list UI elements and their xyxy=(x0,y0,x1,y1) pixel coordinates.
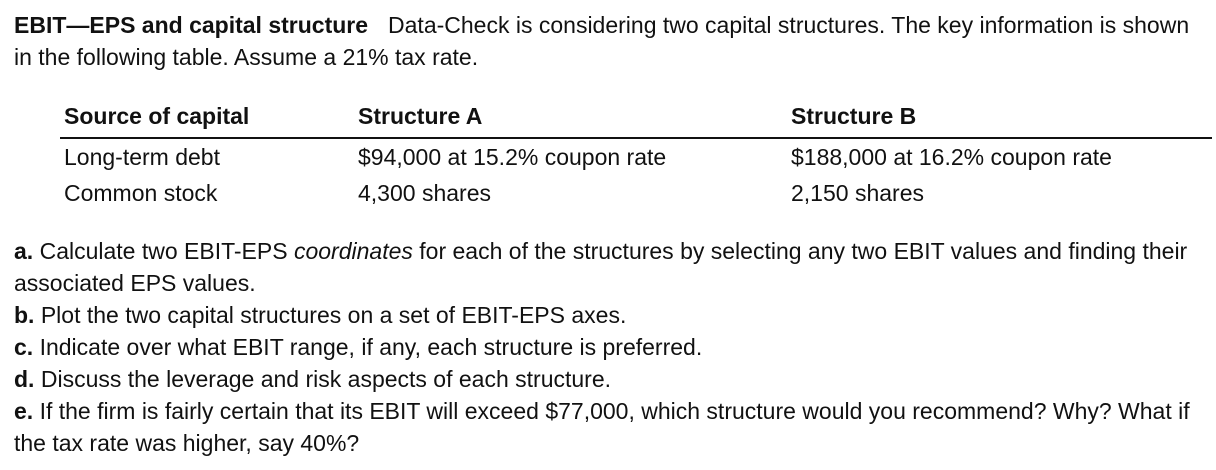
table-row xyxy=(60,175,1212,211)
question-letter: c. xyxy=(14,334,34,360)
table-header-row xyxy=(60,100,1212,138)
question-e-text: If the firm is fairly certain that its EBIT will exceed $77,000, which structure would you recommend? Why? What if the tax rate was higher, say 40%? xyxy=(14,398,1190,456)
question-a xyxy=(14,235,1209,299)
problem-heading: EBIT—EPS and capital structure xyxy=(14,12,369,38)
question-a-emphasis: coordinates xyxy=(293,238,413,264)
structure-b-shares: 2,150 shares xyxy=(791,179,924,206)
table-row xyxy=(60,138,1212,175)
question-letter: b. xyxy=(14,302,35,328)
question-b-text: Plot the two capital structures on a set of EBIT-EPS axes. xyxy=(40,302,627,328)
header-structure-b: Structure B xyxy=(787,100,1212,138)
row-label-common-stock: Common stock xyxy=(64,179,218,206)
question-letter: e. xyxy=(14,398,34,424)
question-a-text-end: for each of the structures by selecting any two EBIT values and finding their associated EPS values. xyxy=(14,238,1188,296)
structure-b-debt: $188,000 at 16.2% coupon rate xyxy=(791,143,1112,170)
question-e xyxy=(14,395,1209,459)
question-list xyxy=(14,235,1209,459)
question-b xyxy=(14,299,1209,331)
question-letter: d. xyxy=(14,366,35,392)
row-label-long-term-debt: Long-term debt xyxy=(64,143,220,170)
problem-intro xyxy=(14,9,1204,73)
question-letter: a. xyxy=(14,238,34,264)
question-d xyxy=(14,363,1209,395)
question-c xyxy=(14,331,1209,363)
structure-a-debt: $94,000 at 15.2% coupon rate xyxy=(358,143,667,170)
capital-structure-table xyxy=(60,100,1212,211)
header-structure-a: Structure A xyxy=(354,100,787,138)
structure-a-shares: 4,300 shares xyxy=(358,179,491,206)
question-c-text: Indicate over what EBIT range, if any, each structure is preferred. xyxy=(39,334,703,360)
problem-intro-text: Data-Check is considering two capital structures. The key information is shown in the following table. Assume a 21% tax rate. xyxy=(14,12,1190,70)
question-d-text: Discuss the leverage and risk aspects of each structure. xyxy=(40,366,612,392)
question-a-text-start: Calculate two EBIT-EPS xyxy=(39,238,288,264)
header-source-of-capital: Source of capital xyxy=(60,100,354,138)
